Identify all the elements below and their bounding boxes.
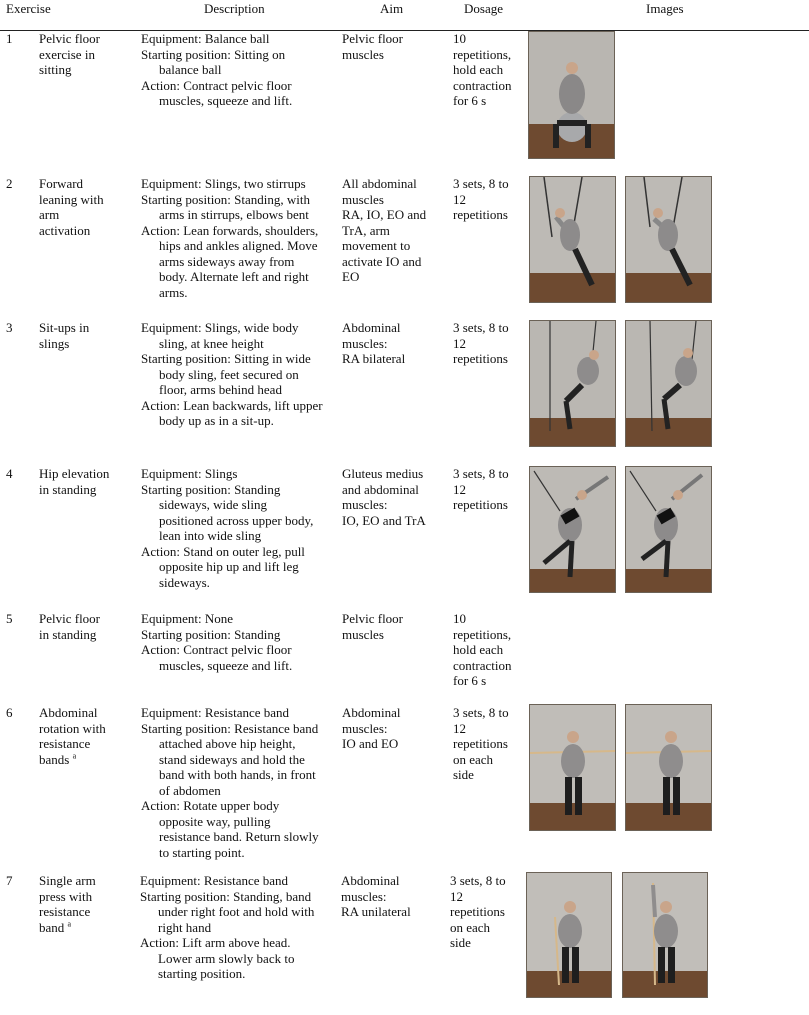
- exercise-aim: Gluteus medius and abdominal muscles: IO, EO and TrA: [342, 466, 426, 528]
- exercise-number: 7: [6, 873, 13, 888]
- exercise-number: 3: [6, 320, 13, 335]
- exercise-description: Equipment: Balance ball Starting position: Sitting on balance ball Action: Contract pelvic floor muscles, squeeze and lift.: [141, 31, 293, 108]
- exercise-photo: [625, 466, 712, 593]
- exercise-name: Pelvic floor in standing: [39, 611, 101, 642]
- exercise-dosage: 3 sets, 8 to 12 repetitions on each side: [453, 705, 509, 782]
- exercise-description: Equipment: Slings Starting position: Standing sideways, wide sling positioned across upper body, lean into wide sling Action: Stand on outer leg, pull opposite hip up and lift leg sideways.: [141, 466, 314, 590]
- exercise-photo: [529, 704, 616, 831]
- exercise-description: Equipment: Resistance band Starting position: Resistance band attached above hip height, stand sideways and hold the band with both hands, in front of abdomen Action: Rotate upper body opposite way, pulling resistance band. Return slowly to starting point.: [141, 705, 319, 860]
- exercise-number: 6: [6, 705, 13, 720]
- exercise-description: Equipment: Resistance band Starting position: Standing, band under right foot and hold with right hand Action: Lift arm above head. Lower arm slowly back to starting position.: [140, 873, 315, 981]
- exercise-photo: [526, 872, 612, 998]
- exercise-photo: [625, 320, 712, 447]
- exercise-dosage: 3 sets, 8 to 12 repetitions: [453, 320, 509, 366]
- exercise-dosage: 3 sets, 8 to 12 repetitions: [453, 466, 509, 512]
- exercise-photo: [622, 872, 708, 998]
- exercise-name: Forward leaning with arm activation: [39, 176, 104, 238]
- exercise-photo: [528, 31, 615, 159]
- exercise-dosage: 10 repetitions, hold each contraction for 6 s: [453, 31, 512, 108]
- exercise-name: Single arm press with resistance band $^a$: [39, 873, 96, 935]
- header-dosage: Dosage: [464, 1, 503, 16]
- exercise-name: Pelvic floor exercise in sitting: [39, 31, 101, 77]
- exercise-aim: Pelvic floor muscles: [342, 31, 404, 62]
- exercise-number: 5: [6, 611, 13, 626]
- exercise-dosage: 3 sets, 8 to 12 repetitions on each side: [450, 873, 506, 950]
- header-images: Images: [646, 1, 684, 16]
- header-exercise: Exercise: [6, 1, 51, 16]
- exercise-photo: [529, 466, 616, 593]
- exercise-number: 2: [6, 176, 13, 191]
- table-header: [0, 0, 809, 31]
- header-aim: Aim: [380, 1, 404, 16]
- exercise-photo: [625, 176, 712, 303]
- exercise-dosage: 3 sets, 8 to 12 repetitions: [453, 176, 509, 222]
- footnote-marker: a: [72, 751, 77, 761]
- exercise-description: Equipment: Slings, two stirrups Starting position: Standing, with arms in stirrups, elbows bent Action: Lean forwards, shoulders, hips and ankles aligned. Move arms sideways away from body. Alternate left and right arms.: [141, 176, 319, 300]
- exercise-aim: All abdominal muscles RA, IO, EO and TrA, arm movement to activate IO and EO: [342, 176, 427, 284]
- exercise-dosage: 10 repetitions, hold each contraction for 6 s: [453, 611, 512, 688]
- exercise-aim: Abdominal muscles: RA bilateral: [342, 320, 406, 366]
- exercise-name: Abdominal rotation with resistance bands $^a$: [39, 705, 106, 767]
- exercise-aim: Pelvic floor muscles: [342, 611, 404, 642]
- exercise-name: Sit-ups in slings: [39, 320, 90, 351]
- exercise-photo: [625, 704, 712, 831]
- exercise-description: Equipment: Slings, wide body sling, at knee height Starting position: Sitting in wide body sling, feet secured on floor, arms behind head Action: Lean backwards, lift upper body up as in a sit-up.: [141, 320, 323, 428]
- header-description: Description: [204, 1, 265, 16]
- exercise-photo: [529, 320, 616, 447]
- exercise-number: 4: [6, 466, 13, 481]
- exercise-aim: Abdominal muscles: IO and EO: [342, 705, 401, 751]
- exercise-aim: Abdominal muscles: RA unilateral: [341, 873, 411, 919]
- exercise-description: Equipment: None Starting position: Standing Action: Contract pelvic floor muscles, squeeze and lift.: [141, 611, 293, 673]
- exercise-photo: [529, 176, 616, 303]
- exercise-number: 1: [6, 31, 13, 46]
- exercise-name: Hip elevation in standing: [39, 466, 110, 497]
- footnote-marker: a: [67, 919, 72, 929]
